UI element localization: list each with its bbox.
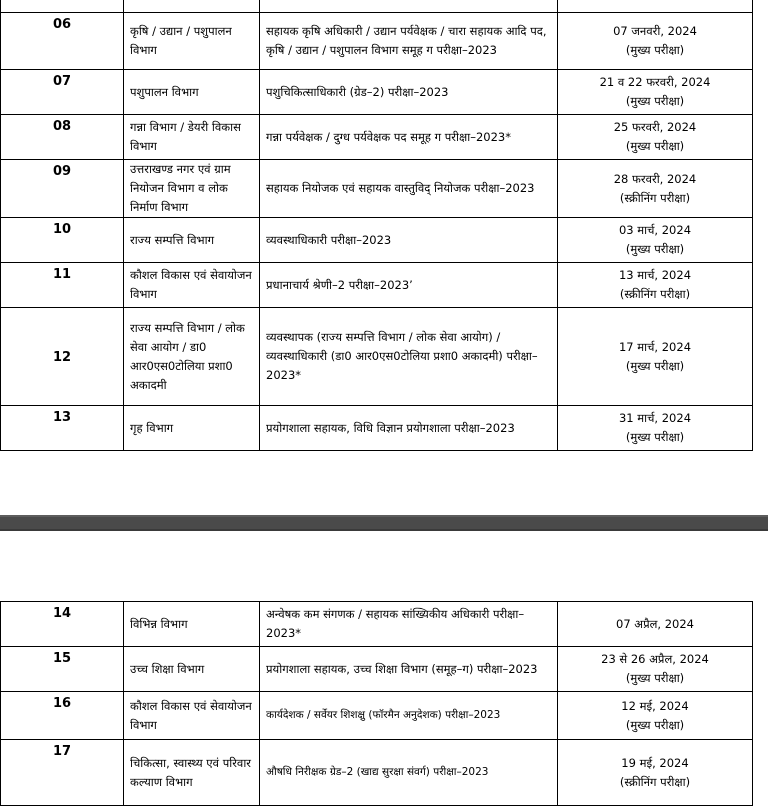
row-date	[558, 218, 753, 263]
row-date	[558, 647, 753, 692]
exam-type: (मुख्य परीक्षा)	[625, 717, 685, 732]
exam-date: 03 मार्च, 2024	[618, 223, 692, 237]
exam-type: (मुख्य परीक्षा)	[625, 94, 685, 108]
row-number	[1, 0, 124, 13]
row-number: 12	[1, 308, 124, 406]
table-row	[1, 602, 753, 647]
row-department	[124, 0, 260, 13]
table-row	[1, 692, 753, 740]
row-department: गन्ना विभाग / डेयरी विकास विभाग	[124, 115, 260, 160]
row-number: 11	[1, 263, 124, 308]
exam-type: (मुख्य परीक्षा)	[625, 358, 685, 373]
row-department: कौशल विकास एवं सेवायोजन विभाग	[124, 263, 260, 308]
exam-date: 13 मार्च, 2024	[618, 268, 692, 282]
row-number: 16	[1, 692, 124, 740]
exam-schedule-table-page-2	[0, 601, 753, 806]
row-date	[558, 160, 753, 218]
row-exam: पशुचिकित्साधिकारी (ग्रेड–2) परीक्षा–2023	[260, 70, 558, 115]
table-row	[1, 740, 753, 806]
row-date	[558, 0, 753, 13]
row-date	[558, 602, 753, 647]
exam-date: 07 जनवरी, 2024	[613, 24, 697, 38]
exam-type: (स्क्रीनिंग परीक्षा)	[619, 190, 691, 205]
table-row	[1, 308, 753, 406]
table-row	[1, 647, 753, 692]
row-number: 15	[1, 647, 124, 692]
row-date	[558, 740, 753, 806]
row-exam: गन्ना पर्यवेक्षक / दुग्ध पर्यवेक्षक पद समूह ग परीक्षा–2023*	[260, 115, 558, 160]
row-exam: व्यवस्थाधिकारी परीक्षा–2023	[260, 218, 558, 263]
exam-date: 23 से 26 अप्रैल, 2024	[601, 652, 709, 666]
row-department: कौशल विकास एवं सेवायोजन विभाग	[124, 692, 260, 740]
exam-type: (मुख्य परीक्षा)	[625, 671, 685, 685]
row-date	[558, 263, 753, 308]
row-exam: सहायक कृषि अधिकारी / उद्यान पर्यवेक्षक / चारा सहायक आदि पद, कृषि / उद्यान / पशुपालन विभाग समूह ग परीक्षा–2023	[260, 13, 558, 70]
row-date	[558, 70, 753, 115]
exam-type: (स्क्रीनिंग परीक्षा)	[619, 287, 691, 301]
row-number: 10	[1, 218, 124, 263]
row-exam: अन्वेषक कम संगणक / सहायक सांख्यिकीय अधिकारी परीक्षा–2023*	[260, 602, 558, 647]
page-break-divider	[0, 515, 768, 531]
exam-date: 17 मार्च, 2024	[618, 339, 692, 354]
table-row	[1, 70, 753, 115]
table-row	[1, 406, 753, 451]
exam-date: 25 फरवरी, 2024	[613, 120, 697, 134]
table-row-cut-off	[1, 0, 753, 13]
row-number: 08	[1, 115, 124, 160]
row-department: उच्च शिक्षा विभाग	[124, 647, 260, 692]
row-exam: प्रधानाचार्य श्रेणी–2 परीक्षा–2023’	[260, 263, 558, 308]
row-department: चिकित्सा, स्वास्थ्य एवं परिवार कल्याण विभाग	[124, 740, 260, 806]
exam-type: (मुख्य परीक्षा)	[625, 139, 685, 153]
row-number: 17	[1, 740, 124, 806]
table-row	[1, 218, 753, 263]
table-row	[1, 160, 753, 218]
row-exam: व्यवस्थापक (राज्य सम्पत्ति विभाग / लोक सेवा आयोग) / व्यवस्थाधिकारी (डा0 आर0एस0टोलिया प्रशा0 अकादमी) परीक्षा–2023*	[260, 308, 558, 406]
row-department: विभिन्न विभाग	[124, 602, 260, 647]
row-department: कृषि / उद्यान / पशुपालन विभाग	[124, 13, 260, 70]
row-exam: औषधि निरीक्षक ग्रेड–2 (खाद्य सुरक्षा संवर्ग) परीक्षा–2023	[260, 740, 558, 806]
row-date	[558, 308, 753, 406]
row-number: 06	[1, 13, 124, 70]
exam-date: 28 फरवरी, 2024	[613, 171, 697, 186]
exam-type: (मुख्य परीक्षा)	[625, 43, 685, 57]
row-number: 13	[1, 406, 124, 451]
row-date	[558, 406, 753, 451]
exam-type: (मुख्य परीक्षा)	[625, 430, 685, 444]
exam-date: 31 मार्च, 2024	[618, 411, 692, 425]
row-department: पशुपालन विभाग	[124, 70, 260, 115]
row-exam	[260, 0, 558, 13]
row-date	[558, 115, 753, 160]
exam-date: 19 मई, 2024	[621, 755, 689, 770]
row-date	[558, 13, 753, 70]
table-row	[1, 263, 753, 308]
table-row	[1, 115, 753, 160]
row-exam: प्रयोगशाला सहायक, विधि विज्ञान प्रयोगशाला परीक्षा–2023	[260, 406, 558, 451]
row-number: 07	[1, 70, 124, 115]
row-exam: प्रयोगशाला सहायक, उच्च शिक्षा विभाग (समूह–ग) परीक्षा–2023	[260, 647, 558, 692]
exam-type: (मुख्य परीक्षा)	[625, 242, 685, 256]
row-exam: सहायक नियोजक एवं सहायक वास्तुविद् नियोजक परीक्षा–2023	[260, 160, 558, 218]
row-department: उत्तराखण्ड नगर एवं ग्राम नियोजन विभाग व लोक निर्माण विभाग	[124, 160, 260, 218]
row-number: 14	[1, 602, 124, 647]
row-department: गृह विभाग	[124, 406, 260, 451]
table-row	[1, 13, 753, 70]
exam-date: 07 अप्रैल, 2024	[616, 616, 694, 631]
row-date	[558, 692, 753, 740]
row-department: राज्य सम्पत्ति विभाग / लोक सेवा आयोग / डा0 आर0एस0टोलिया प्रशा0 अकादमी	[124, 308, 260, 406]
exam-date: 21 व 22 फरवरी, 2024	[599, 75, 711, 89]
row-department: राज्य सम्पत्ति विभाग	[124, 218, 260, 263]
exam-date: 12 मई, 2024	[621, 698, 689, 713]
row-number: 09	[1, 160, 124, 218]
exam-type: (स्क्रीनिंग परीक्षा)	[619, 774, 691, 789]
row-exam: कार्यदेशक / सर्वेयर शिशक्षु (फॉरमैन अनुदेशक) परीक्षा–2023	[260, 692, 558, 740]
